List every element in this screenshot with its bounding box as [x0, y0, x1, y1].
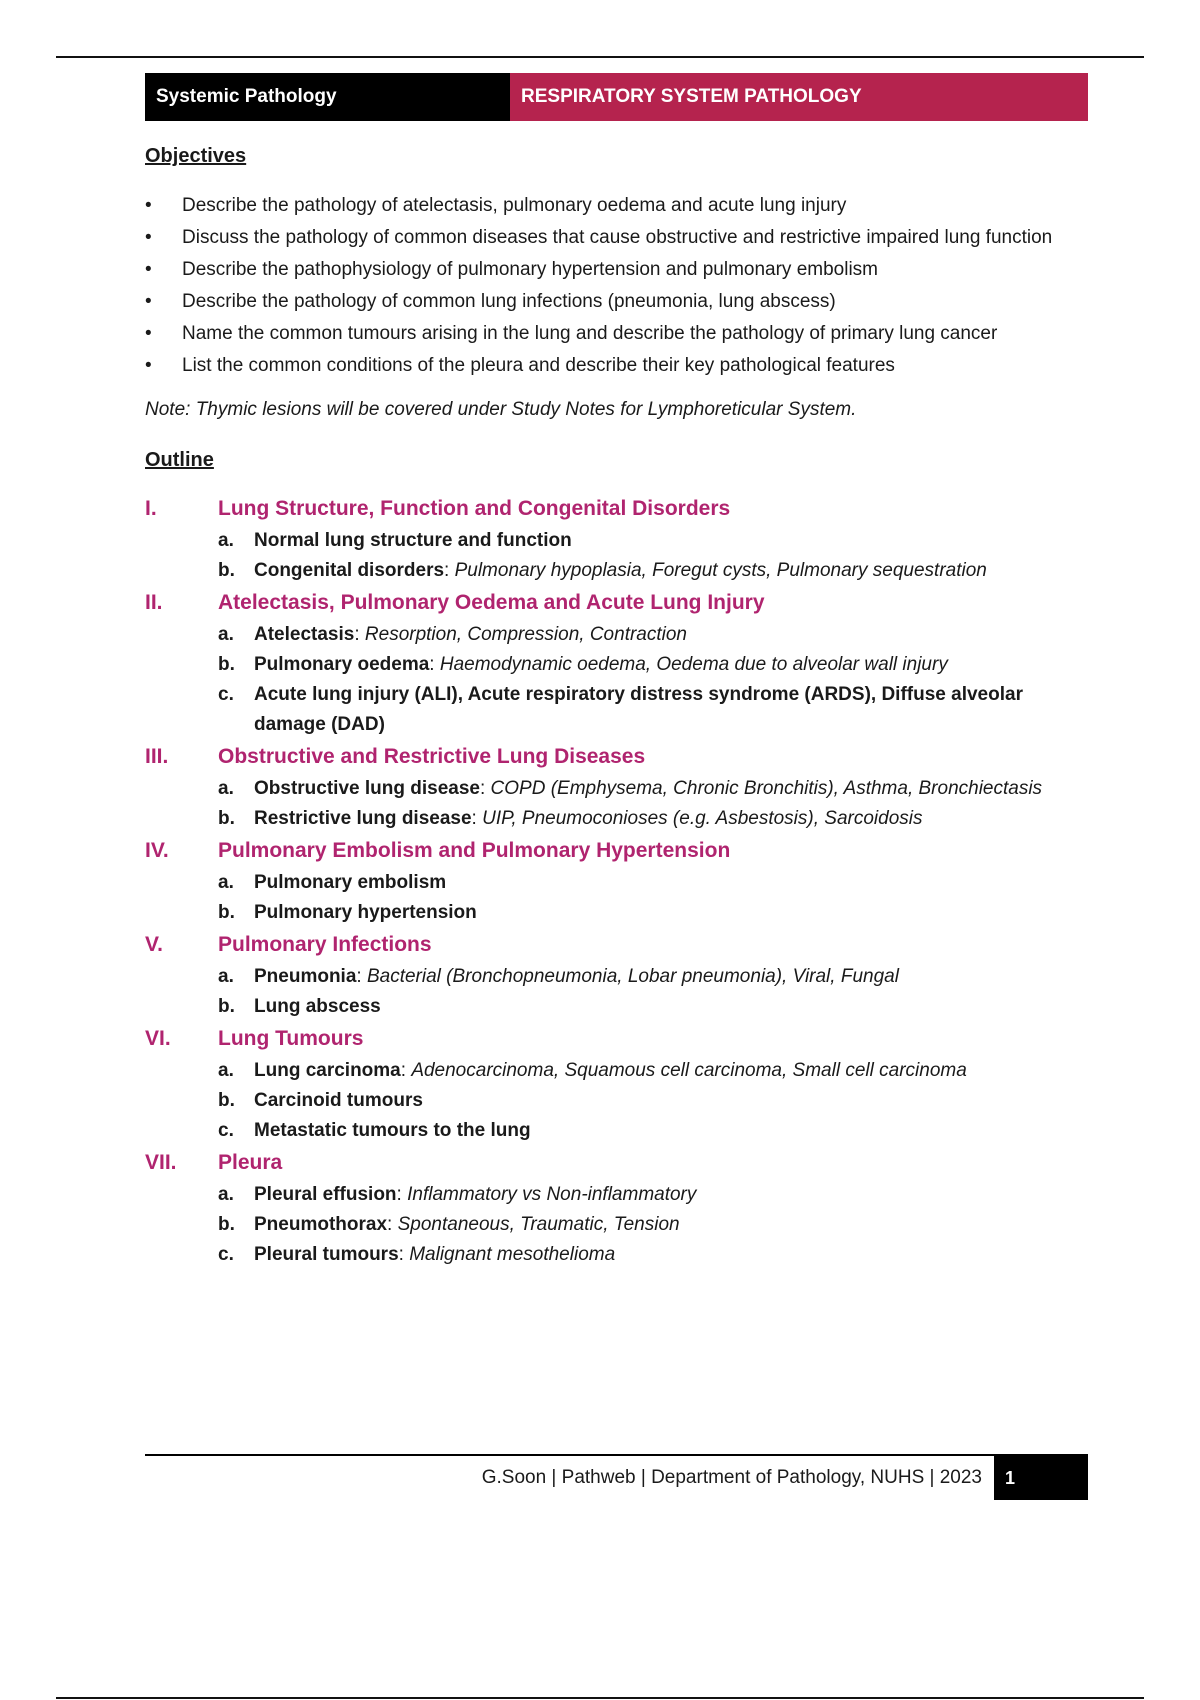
bullet-icon: •	[145, 355, 152, 376]
section-number: I.	[145, 497, 157, 520]
section-title: Lung Tumours	[218, 1027, 364, 1050]
outline-subitem: c. Pleural tumours: Malignant mesothelioma	[145, 1240, 1088, 1270]
subitem-title: Metastatic tumours to the lung	[254, 1120, 531, 1141]
subitem-details: Inflammatory vs Non-inflammatory	[407, 1184, 697, 1205]
objective-item	[145, 318, 1088, 350]
objectives-list	[145, 190, 1088, 382]
objective-text: List the common conditions of the pleura and describe their key pathological features	[182, 355, 895, 376]
objective-item	[145, 286, 1088, 318]
subitem-letter: c.	[218, 1244, 234, 1265]
subitem-title: Pneumonia	[254, 966, 357, 987]
outline-subitem	[145, 680, 1088, 740]
section-title: Pulmonary Embolism and Pulmonary Hypertension	[218, 839, 731, 862]
outline-subitem: a. Pleural effusion: Inflammatory vs Non-inflammatory	[145, 1180, 1088, 1210]
subitem-title: Acute lung injury (ALI), Acute respiratory distress syndrome (ARDS), Diffuse alveolar damage (DAD)	[254, 684, 1023, 735]
outline-subitem: b. Pulmonary oedema: Haemodynamic oedema, Oedema due to alveolar wall injury	[145, 650, 1088, 680]
subitem-details: Pulmonary hypoplasia, Foregut cysts, Pulmonary sequestration	[454, 560, 987, 581]
outline-subitem: a. Lung carcinoma: Adenocarcinoma, Squamous cell carcinoma, Small cell carcinoma	[145, 1056, 1088, 1086]
outline-section-heading	[145, 1022, 1088, 1056]
objective-text: Describe the pathology of atelectasis, pulmonary oedema and acute lung injury	[182, 195, 847, 216]
subitem-details: Haemodynamic oedema, Oedema due to alveolar wall injury	[439, 654, 948, 675]
outline-section-heading	[145, 586, 1088, 620]
objective-text: Describe the pathology of common lung infections (pneumonia, lung abscess)	[182, 291, 836, 312]
outline-list	[145, 492, 1088, 1270]
outline-section-heading	[145, 928, 1088, 962]
subitem-letter: a.	[218, 1060, 234, 1081]
note: Note: Thymic lesions will be covered under Study Notes for Lymphoreticular System.	[145, 399, 857, 420]
section-title: Atelectasis, Pulmonary Oedema and Acute Lung Injury	[218, 591, 765, 614]
subitem-details: COPD (Emphysema, Chronic Bronchitis), Asthma, Bronchiectasis	[490, 778, 1043, 799]
subitem-details: Adenocarcinoma, Squamous cell carcinoma, Small cell carcinoma	[411, 1060, 967, 1081]
objective-item	[145, 254, 1088, 286]
objective-item	[145, 190, 1088, 222]
subitem-letter: b.	[218, 654, 235, 675]
section-title: Obstructive and Restrictive Lung Diseases	[218, 745, 646, 768]
subitem-title: Normal lung structure and function	[254, 530, 572, 551]
subitem-letter: b.	[218, 902, 235, 923]
outline-section	[145, 740, 1088, 834]
header-bar	[145, 73, 1088, 121]
outline-subitem	[145, 1116, 1088, 1146]
outline-section-heading	[145, 834, 1088, 868]
outline-heading: Outline	[145, 449, 214, 471]
page-number: 1	[994, 1456, 1088, 1500]
subitem-title: Lung abscess	[254, 996, 381, 1017]
header-subject: Systemic Pathology	[145, 73, 510, 121]
objectives-heading: Objectives	[145, 145, 247, 167]
subitem-title: Lung carcinoma	[254, 1060, 401, 1081]
objective-text: Describe the pathophysiology of pulmonary hypertension and pulmonary embolism	[182, 259, 878, 280]
outline-section-heading	[145, 492, 1088, 526]
outline-section	[145, 492, 1088, 586]
outline-section	[145, 1022, 1088, 1146]
subitem-letter: b.	[218, 1214, 235, 1235]
outline-subitem: b. Pneumothorax: Spontaneous, Traumatic, Tension	[145, 1210, 1088, 1240]
subitem-letter: c.	[218, 1120, 234, 1141]
section-title: Lung Structure, Function and Congenital Disorders	[218, 497, 731, 520]
outline-subitem	[145, 898, 1088, 928]
subitem-details: UIP, Pneumoconioses (e.g. Asbestosis), Sarcoidosis	[482, 808, 923, 829]
outline-section	[145, 586, 1088, 740]
footer-text: G.Soon | Pathweb | Department of Pathology, NUHS | 2023	[481, 1467, 982, 1488]
footer	[145, 1454, 1088, 1500]
section-number: VII.	[145, 1151, 177, 1174]
document-page	[145, 73, 1088, 1270]
outline-subitem: b. Congenital disorders: Pulmonary hypoplasia, Foregut cysts, Pulmonary sequestration	[145, 556, 1088, 586]
subitem-title: Pneumothorax	[254, 1214, 388, 1235]
header-topic: RESPIRATORY SYSTEM PATHOLOGY	[510, 73, 1088, 121]
subitem-details: Malignant mesothelioma	[409, 1244, 616, 1265]
top-rule	[56, 56, 1144, 58]
outline-subitem	[145, 526, 1088, 556]
outline-subitem: a. Obstructive lung disease: COPD (Emphysema, Chronic Bronchitis), Asthma, Bronchiectasis	[145, 774, 1088, 804]
subitem-title: Congenital disorders	[254, 560, 445, 581]
subitem-title: Pleural tumours	[254, 1244, 399, 1265]
subitem-letter: b.	[218, 808, 235, 829]
subitem-title: Pulmonary embolism	[254, 872, 447, 893]
subitem-details: Bacterial (Bronchopneumonia, Lobar pneumonia), Viral, Fungal	[366, 966, 899, 987]
section-number: VI.	[145, 1027, 171, 1050]
objective-text: Discuss the pathology of common diseases that cause obstructive and restrictive impaired lung function	[182, 227, 1053, 248]
subitem-title: Obstructive lung disease	[254, 778, 480, 799]
outline-subitem: b. Restrictive lung disease: UIP, Pneumoconioses (e.g. Asbestosis), Sarcoidosis	[145, 804, 1088, 834]
subitem-details: Spontaneous, Traumatic, Tension	[397, 1214, 680, 1235]
section-title: Pulmonary Infections	[218, 933, 432, 956]
outline-subitem	[145, 992, 1088, 1022]
subitem-letter: b.	[218, 996, 235, 1017]
outline-section	[145, 928, 1088, 1022]
subitem-title: Atelectasis	[254, 624, 355, 645]
bottom-rule	[56, 1697, 1144, 1699]
bullet-icon: •	[145, 259, 152, 280]
subitem-title: Pulmonary hypertension	[254, 902, 477, 923]
subitem-letter: a.	[218, 530, 234, 551]
subitem-letter: a.	[218, 872, 234, 893]
section-number: V.	[145, 933, 163, 956]
bullet-icon: •	[145, 227, 152, 248]
subitem-letter: a.	[218, 624, 234, 645]
subitem-letter: b.	[218, 1090, 235, 1111]
outline-section	[145, 1146, 1088, 1270]
bullet-icon: •	[145, 323, 152, 344]
bullet-icon: •	[145, 291, 152, 312]
objective-item	[145, 350, 1088, 382]
subitem-letter: a.	[218, 966, 234, 987]
subitem-title: Carcinoid tumours	[254, 1090, 423, 1111]
subitem-letter: a.	[218, 778, 234, 799]
outline-subitem: a. Atelectasis: Resorption, Compression, Contraction	[145, 620, 1088, 650]
bullet-icon: •	[145, 195, 152, 216]
section-number: III.	[145, 745, 169, 768]
outline-subitem: a. Pneumonia: Bacterial (Bronchopneumonia, Lobar pneumonia), Viral, Fungal	[145, 962, 1088, 992]
objective-text: Name the common tumours arising in the lung and describe the pathology of primary lung cancer	[182, 323, 998, 344]
section-number: IV.	[145, 839, 169, 862]
outline-section	[145, 834, 1088, 928]
section-title: Pleura	[218, 1151, 283, 1174]
subitem-letter: c.	[218, 684, 234, 705]
section-number: II.	[145, 591, 163, 614]
outline-section-heading	[145, 740, 1088, 774]
subitem-details: Resorption, Compression, Contraction	[364, 624, 687, 645]
subitem-letter: a.	[218, 1184, 234, 1205]
subitem-title: Restrictive lung disease	[254, 808, 472, 829]
outline-subitem	[145, 868, 1088, 898]
objective-item	[145, 222, 1088, 254]
subitem-letter: b.	[218, 560, 235, 581]
subitem-title: Pleural effusion	[254, 1184, 397, 1205]
outline-subitem	[145, 1086, 1088, 1116]
outline-section-heading	[145, 1146, 1088, 1180]
subitem-title: Pulmonary oedema	[254, 654, 430, 675]
